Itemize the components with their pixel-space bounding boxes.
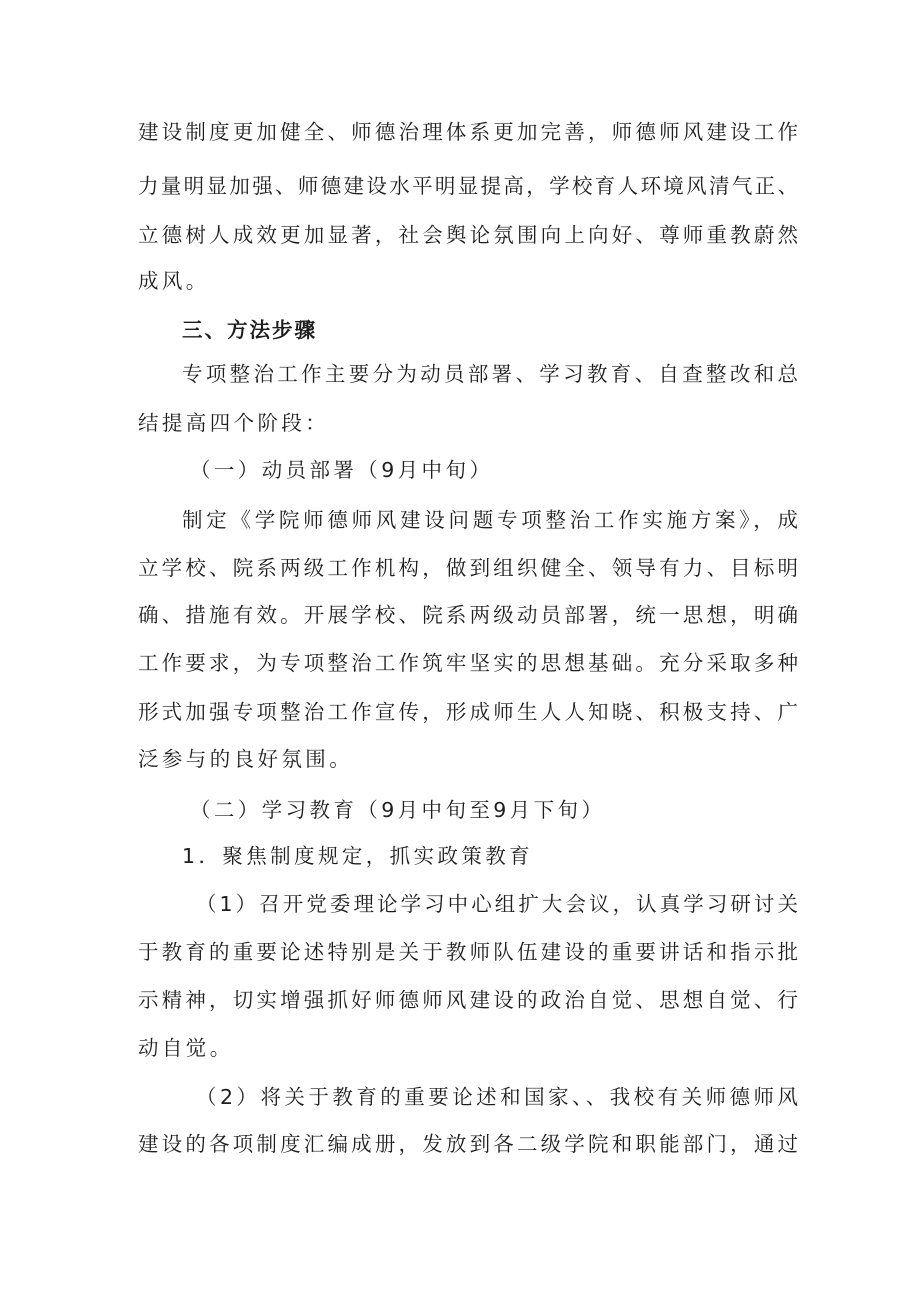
body-text-line: 结提高四个阶段： xyxy=(138,411,330,435)
subsection-heading: （一）动员部署（9月中旬） xyxy=(190,458,494,482)
body-text-line: 形式加强专项整治工作宣传，形成师生人人知晓、积极支持、广 xyxy=(138,700,798,724)
body-text-line: 确、措施有效。开展学校、院系两级动员部署，统一思想，明确 xyxy=(138,603,798,627)
paragraph-first-line: 专项整治工作主要分为动员部署、学习教育、自查整改和总 xyxy=(182,362,798,386)
body-text-line: 立学校、院系两级工作机构，做到组织健全、领导有力、目标明 xyxy=(138,556,798,580)
section-heading: 三、方法步骤 xyxy=(182,318,317,342)
paragraph-first-line: （1）召开党委理论学习中心组扩大会议，认真学习研讨关 xyxy=(196,892,798,916)
body-text-line: 泛参与的良好氛围。 xyxy=(138,747,354,771)
body-text-line: 于教育的重要论述特别是关于教师队伍建设的重要讲话和指示批 xyxy=(138,940,798,964)
body-text-line: 成风。 xyxy=(138,269,210,293)
body-text-line: 力量明显加强、师德建设水平明显提高，学校育人环境风清气正、 xyxy=(138,174,798,198)
body-text-line: 示精神，切实增强抓好师德师风建设的政治自觉、思想自觉、行 xyxy=(138,988,798,1012)
body-text-line: 动自觉。 xyxy=(138,1036,234,1060)
body-text-line: 立德树人成效更加显著，社会舆论氛围向上向好、尊师重教蔚然 xyxy=(138,223,798,247)
paragraph-first-line: （2）将关于教育的重要论述和国家、、我校有关师德师风 xyxy=(196,1085,798,1109)
paragraph-first-line: 制定《学院师德师风建设问题专项整治工作实施方案》，成 xyxy=(182,508,798,532)
body-text-line: 工作要求，为专项整治工作筑牢坚实的思想基础。充分采取多种 xyxy=(138,651,798,675)
body-text-line: 建设制度更加健全、师德治理体系更加完善，师德师风建设工作 xyxy=(138,120,798,144)
body-text-line: 建设的各项制度汇编成册，发放到各二级学院和职能部门，通过 xyxy=(138,1132,798,1156)
subsection-heading: （二）学习教育（9月中旬至9月下旬） xyxy=(190,798,606,822)
item-heading: 1．聚焦制度规定，抓实政策教育 xyxy=(182,844,534,868)
